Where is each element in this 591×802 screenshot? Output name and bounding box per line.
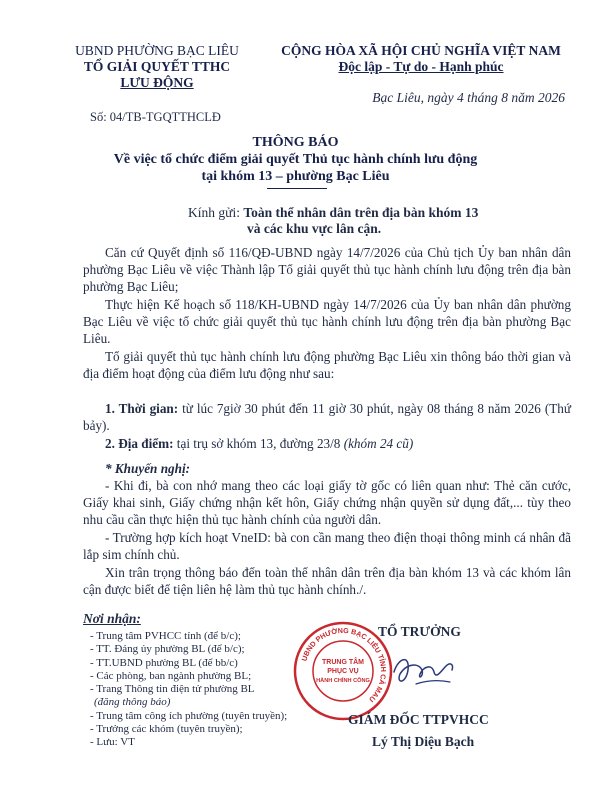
paragraph-legal-basis-2: Thực hiện Kế hoạch số 118/KH-UBND ngày 14/7/2026 của Ủy ban nhân dân phường Bạc Liêu về việc tổ chức giải quyết thủ tục hành chính lưu động trên địa bàn phường Bạc Liêu.	[83, 297, 571, 346]
place-text: tại trụ sở khóm 13, đường 23/8	[173, 436, 344, 451]
recipient-label: Kính gửi:	[188, 205, 240, 220]
recipient-line-2: và các khu vực lân cận.	[247, 221, 382, 236]
paragraph-closing: Xin trân trọng thông báo đến toàn thể nhân dân trên địa bàn khóm 13 và các khóm lân cận được biết để tiện liên hệ làm thủ tục hành chính./.	[83, 565, 571, 597]
seal-center-line-3: HÀNH CHÍNH CÔNG	[316, 678, 370, 684]
recipient-item: - TT. Đảng ủy phường BL (để b/c);	[90, 643, 245, 656]
recipient-item: - Các phòng, ban ngành phường BL;	[90, 669, 252, 682]
place-note: (khóm 24 cũ)	[343, 436, 414, 451]
seal-ring-text: UBND PHƯỜNG BẠC LIÊU TỈNH CÀ MAU	[299, 625, 389, 705]
issuing-agency	[52, 43, 262, 91]
recipient-item: - Trung tâm công ích phường (tuyên truyền);	[90, 709, 288, 722]
official-seal-icon	[292, 620, 394, 722]
signer-name: Lý Thị Diệu Bạch	[372, 734, 475, 749]
recipient-item: - Trưởng các khóm (tuyên truyền);	[90, 723, 243, 736]
document-number: Số: 04/TB-TGQTTHCLĐ	[90, 110, 221, 124]
title-line-1: THÔNG BÁO	[252, 135, 339, 150]
agency-line-2: TỔ GIẢI QUYẾT TTHC	[83, 59, 231, 74]
title-divider	[267, 188, 327, 189]
motto-line-2: Độc lập - Tự do - Hạnh phúc	[338, 59, 504, 74]
paragraph-time	[83, 400, 571, 434]
national-motto	[262, 43, 580, 75]
paragraph-announcement: Tổ giải quyết thủ tục hành chính lưu động phường Bạc Liêu xin thông báo thời gian và địa điểm hoạt động của điểm lưu động như sau:	[83, 349, 571, 381]
advice-item-vneid: - Trường hợp kích hoạt VneID: bà con cần mang theo điện thoại thông minh cá nhân đã lắp sim chính chủ.	[83, 530, 571, 562]
document-title	[0, 134, 591, 185]
recipient-block	[188, 205, 478, 237]
recipient-item: - Trung tâm PVHCC tỉnh (để b/c);	[90, 630, 241, 642]
recipient-line-1: Toàn thể nhân dân trên địa bàn khóm 13	[243, 205, 479, 220]
paragraph-legal-basis-1: Căn cứ Quyết định số 116/QĐ-UBND ngày 14/7/2026 của Chủ tịch Ủy ban nhân dân phường Bạc Liêu về việc Thành lập Tổ giải quyết thủ tục hành chính lưu động trên địa bàn phường Bạc Liêu;	[83, 245, 571, 294]
title-line-3: tại khóm 13 – phường Bạc Liêu	[201, 169, 390, 184]
recipient-item: (đăng thông báo)	[94, 696, 171, 709]
motto-line-1: CỘNG HÒA XÃ HỘI CHỦ NGHĨA VIỆT NAM	[281, 43, 561, 58]
time-label: 1. Thời gian:	[105, 401, 179, 416]
agency-line-1: UBND PHƯỜNG BẠC LIÊU	[75, 43, 239, 58]
agency-line-3: LƯU ĐỘNG	[120, 75, 194, 90]
signer-title: TỔ TRƯỞNG	[378, 624, 461, 639]
paragraph-place	[83, 435, 571, 452]
place-label: 2. Địa điểm:	[105, 436, 174, 451]
time-text: từ lúc 7giờ 30 phút đến 11 giờ 30 phút, ngày 08 tháng 8 năm 2026 (Thứ bảy).	[83, 401, 572, 433]
title-line-2: Về việc tổ chức điểm giải quyết Thủ tục hành chính lưu động	[113, 152, 478, 167]
advice-heading: * Khuyến nghị:	[105, 461, 191, 476]
recipients-heading: Nơi nhận:	[83, 611, 141, 626]
recipient-item: - Lưu: VT	[90, 736, 135, 749]
advice-item-documents: - Khi đi, bà con nhớ mang theo các loại giấy tờ gốc có liên quan như: Thẻ căn cước, Giấy khai sinh, Giấy chứng nhận kết hôn, Giấy chứng nhận quyền sử dụng đất,... tùy theo nhu cầu cần thực hiện thủ tục hành chính của người dân.	[83, 478, 571, 527]
handwritten-signature-icon	[388, 640, 458, 700]
signer-position: GIÁM ĐỐC TTPVHCC	[348, 712, 489, 727]
recipient-item: - TT.UBND phường BL (để bb/c)	[90, 656, 238, 669]
recipient-item: - Trang Thông tin điện tử phường BL	[90, 683, 255, 696]
recipients-list	[90, 630, 287, 750]
seal-center-line-1: TRUNG TÂM	[322, 659, 364, 666]
seal-center-line-2: PHỤC VỤ	[327, 668, 359, 675]
document-date: Bạc Liêu, ngày 4 tháng 8 năm 2026	[372, 90, 565, 105]
